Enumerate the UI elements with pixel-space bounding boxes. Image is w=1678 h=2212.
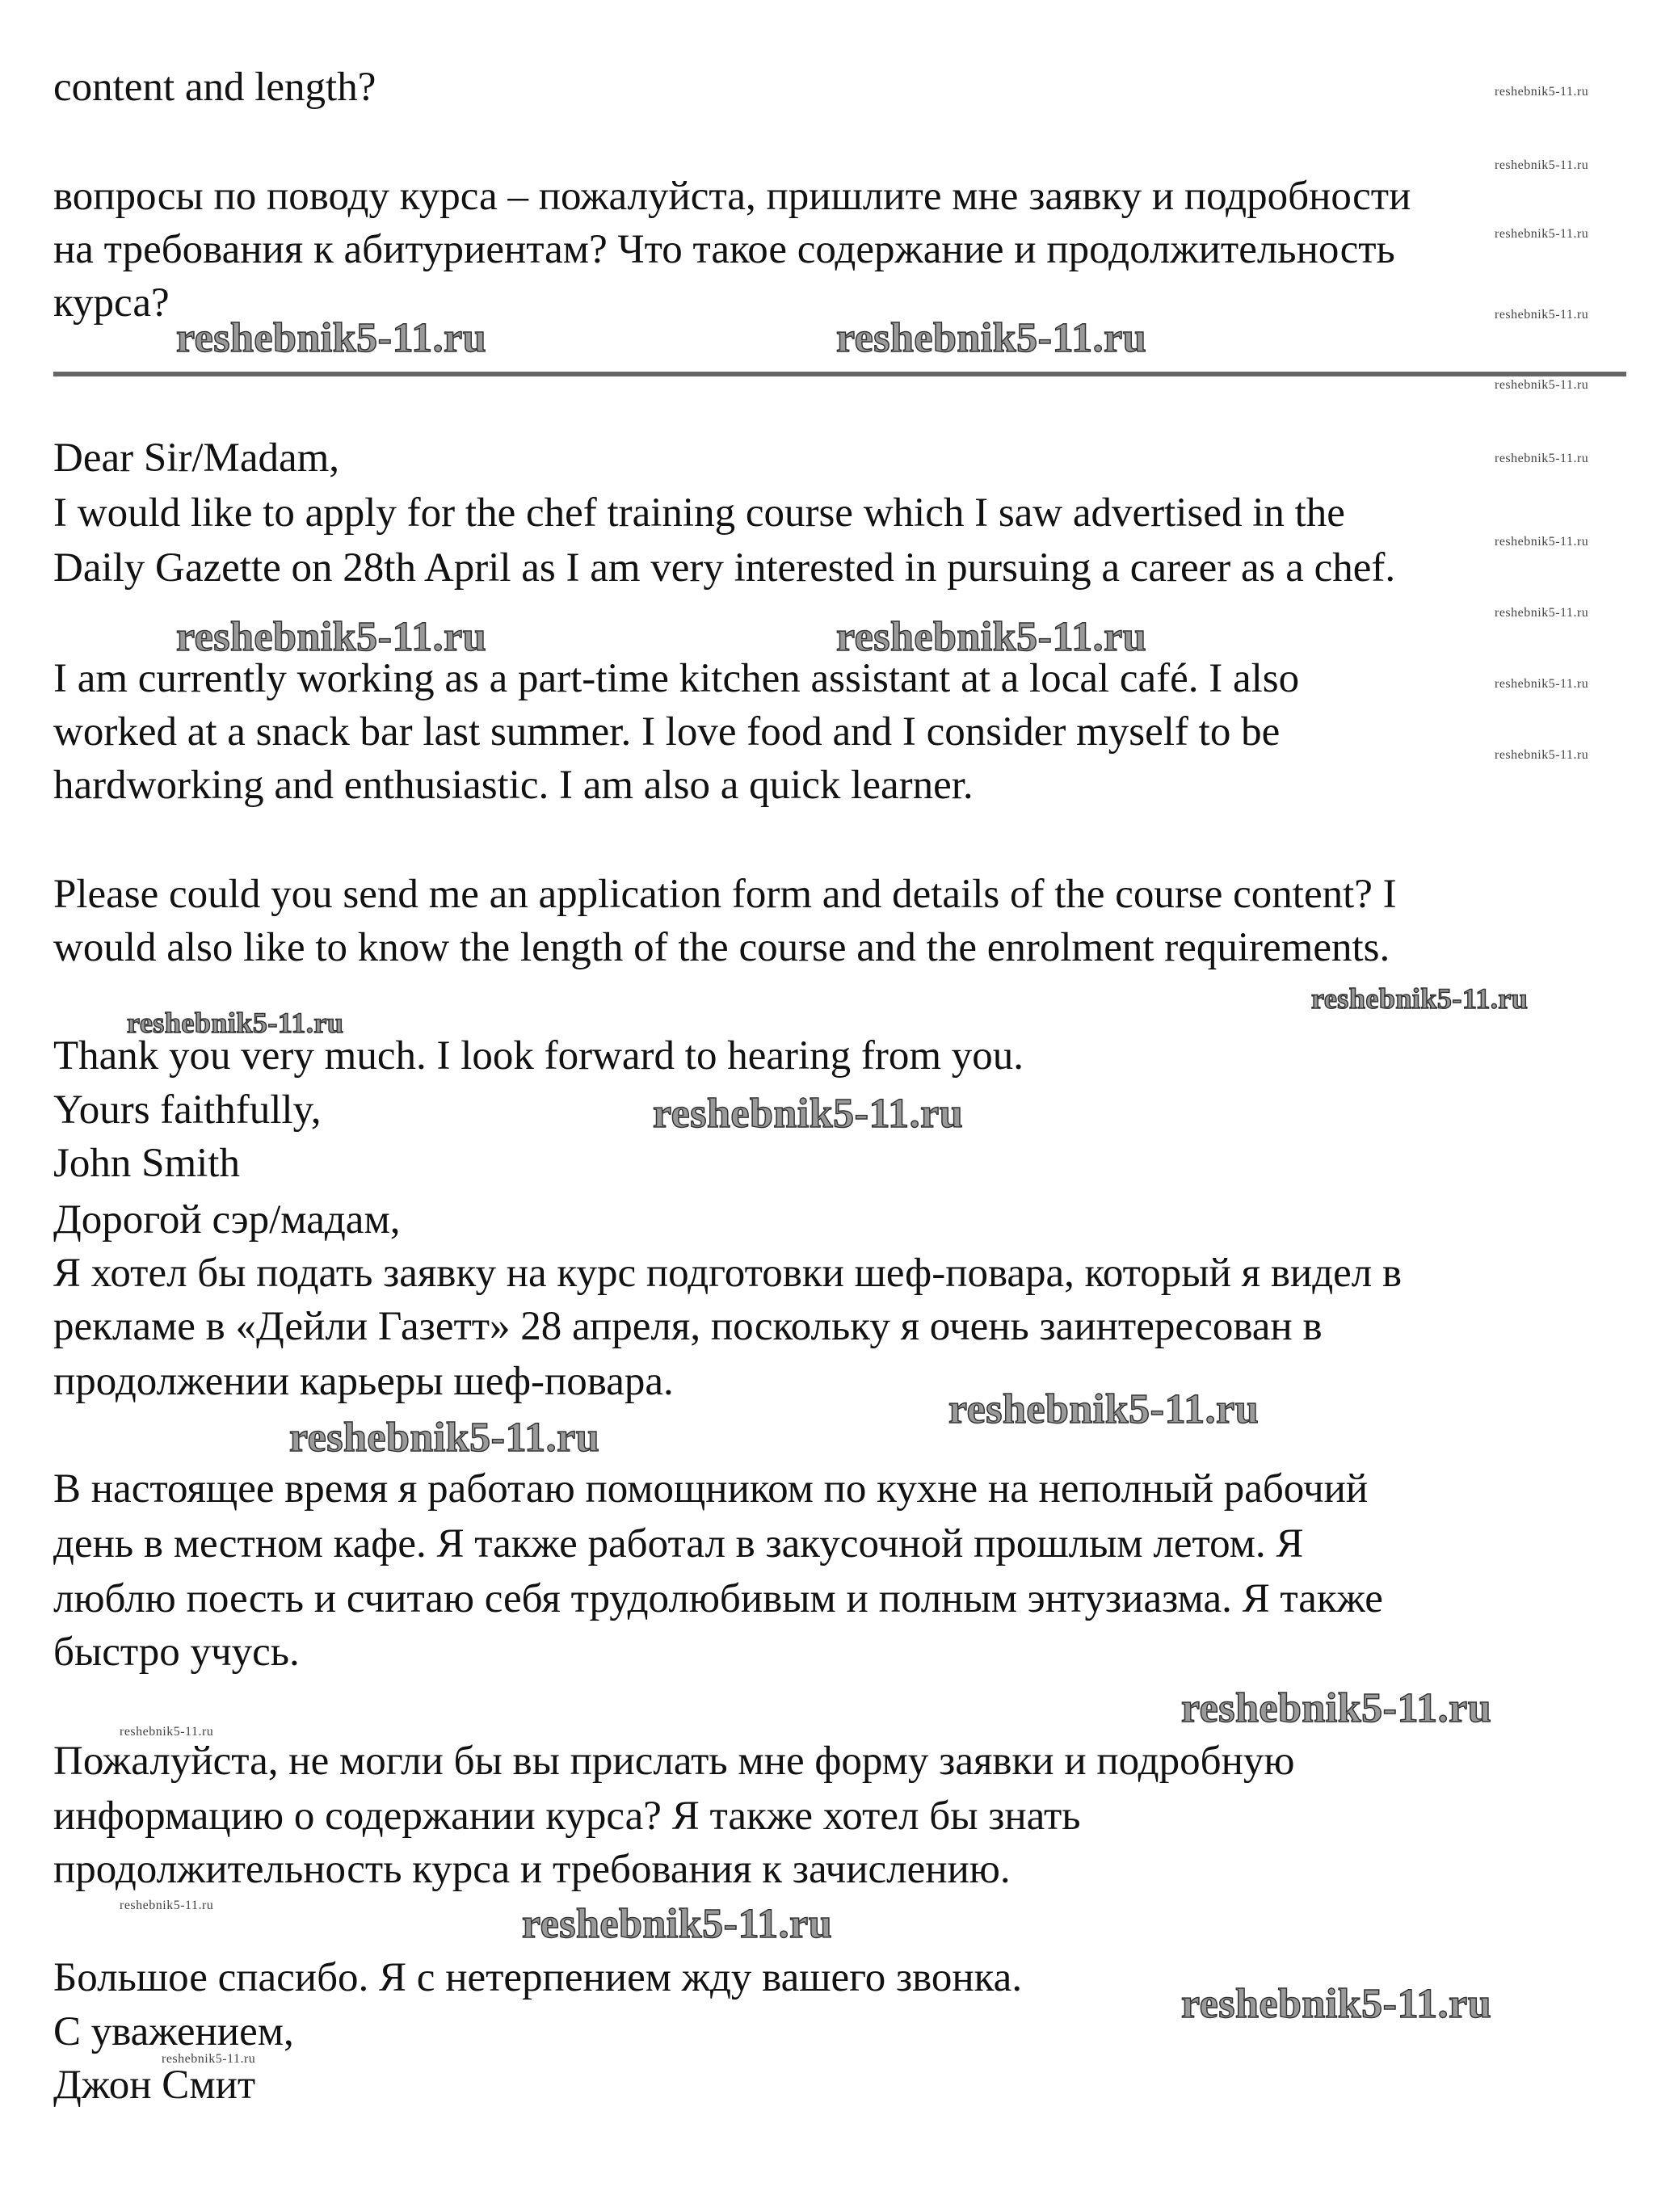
text-line: Я хотел бы подать заявку на курс подготовки шеф-повара, который я видел в xyxy=(53,1251,1403,1296)
text-line: Джон Смит xyxy=(53,2063,256,2108)
watermark: reshebnik5-11.ru xyxy=(1181,1685,1492,1731)
text-line: Большое спасибо. Я с нетерпением жду вашего звонка. xyxy=(53,1955,1023,2000)
text-line: Пожалуйста, не могли бы вы прислать мне форму заявки и подробную xyxy=(53,1739,1295,1784)
text-line: на требования к абитуриентам? Что такое содержание и продолжительность xyxy=(53,227,1395,272)
text-line: люблю поесть и считаю себя трудолюбивым и полным энтузиазма. Я также xyxy=(53,1576,1383,1621)
text-line: John Smith xyxy=(53,1141,240,1186)
text-line: быстро учусь. xyxy=(53,1630,300,1675)
watermark: reshebnik5-11.ru xyxy=(1495,748,1589,762)
watermark: reshebnik5-11.ru xyxy=(836,614,1147,660)
watermark: reshebnik5-11.ru xyxy=(176,614,487,660)
watermark: reshebnik5-11.ru xyxy=(120,1899,214,1912)
watermark: reshebnik5-11.ru xyxy=(1495,452,1589,465)
text-line: I would like to apply for the chef training course which I saw advertised in the xyxy=(53,490,1345,536)
text-line: курса? xyxy=(53,280,170,326)
watermark: reshebnik5-11.ru xyxy=(1495,227,1589,241)
watermark: reshebnik5-11.ru xyxy=(162,2052,256,2066)
text-line: продолжительность курса и требования к зачислению. xyxy=(53,1847,1011,1892)
text-line: Please could you send me an application form and details of the course content? I xyxy=(53,872,1397,917)
text-line: would also like to know the length of the course and the enrolment requirements. xyxy=(53,925,1390,970)
text-line: продолжении карьеры шеф-повара. xyxy=(53,1359,674,1404)
text-line: вопросы по поводу курса – пожалуйста, пришлите мне заявку и подробности xyxy=(53,174,1411,219)
text-line: день в местном кафе. Я также работал в закусочной прошлым летом. Я xyxy=(53,1521,1304,1566)
watermark: reshebnik5-11.ru xyxy=(1311,982,1529,1015)
text-line: информацию о содержании курса? Я также хотел бы знать xyxy=(53,1794,1081,1839)
watermark: reshebnik5-11.ru xyxy=(1495,85,1589,99)
watermark: reshebnik5-11.ru xyxy=(1495,677,1589,691)
watermark: reshebnik5-11.ru xyxy=(1495,158,1589,172)
text-line: hardworking and enthusiastic. I am also a quick learner. xyxy=(53,763,974,808)
watermark: reshebnik5-11.ru xyxy=(948,1386,1260,1432)
watermark: reshebnik5-11.ru xyxy=(653,1091,964,1137)
watermark: reshebnik5-11.ru xyxy=(1495,606,1589,620)
watermark: reshebnik5-11.ru xyxy=(836,315,1147,361)
text-line: worked at a snack bar last summer. I love food and I consider myself to be xyxy=(53,709,1281,755)
watermark: reshebnik5-11.ru xyxy=(176,315,487,361)
text-line: Yours faithfully, xyxy=(53,1087,322,1133)
text-line: рекламе в «Дейли Газетт» 28 апреля, поскольку я очень заинтересован в xyxy=(53,1304,1323,1349)
watermark: reshebnik5-11.ru xyxy=(289,1415,600,1461)
watermark: reshebnik5-11.ru xyxy=(1181,1981,1492,2027)
text-line: Дорогой сэр/мадам, xyxy=(53,1197,401,1243)
text-line: С уважением, xyxy=(53,2009,294,2054)
watermark: reshebnik5-11.ru xyxy=(1495,308,1589,322)
text-line: I am currently working as a part-time kitchen assistant at a local café. I also xyxy=(53,656,1300,701)
watermark: reshebnik5-11.ru xyxy=(1495,378,1589,392)
watermark: reshebnik5-11.ru xyxy=(522,1901,833,1947)
watermark: reshebnik5-11.ru xyxy=(120,1725,214,1739)
watermark: reshebnik5-11.ru xyxy=(1495,535,1589,549)
text-line: content and length? xyxy=(53,65,376,110)
text-line: Thank you very much. I look forward to hearing from you. xyxy=(53,1033,1024,1079)
watermark: reshebnik5-11.ru xyxy=(127,1007,344,1039)
section-divider xyxy=(53,372,1626,376)
text-line: Dear Sir/Madam, xyxy=(53,435,340,481)
text-line: Daily Gazette on 28th April as I am very interested in pursuing a career as a chef. xyxy=(53,545,1396,591)
text-line: В настоящее время я работаю помощником по кухне на неполный рабочий xyxy=(53,1466,1369,1512)
